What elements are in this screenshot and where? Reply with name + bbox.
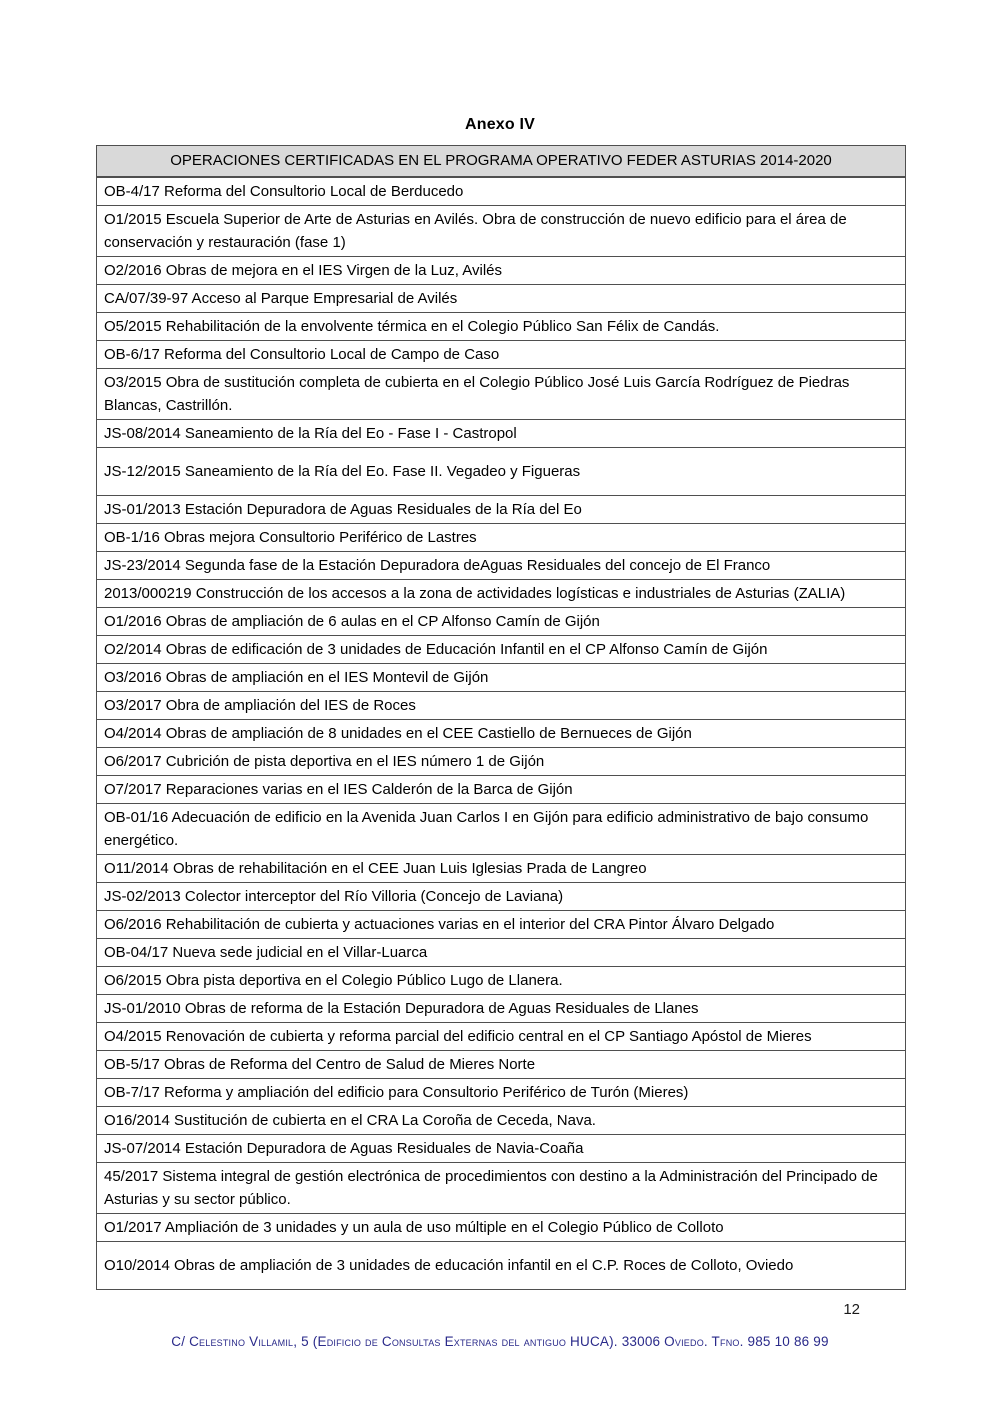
table-row: OB-7/17 Reforma y ampliación del edificio para Consultorio Periférico de Turón (Mieres) bbox=[97, 1079, 905, 1107]
footer-address: C/ Celestino Villamil, 5 (Edificio de Consultas Externas del antiguo HUCA). 33006 Oviedo. Tfno. 985 10 86 99 bbox=[171, 1334, 829, 1349]
table-row: O1/2016 Obras de ampliación de 6 aulas en el CP Alfonso Camín de Gijón bbox=[97, 608, 905, 636]
table-row: O6/2015 Obra pista deportiva en el Colegio Público Lugo de Llanera. bbox=[97, 967, 905, 995]
table-row: O2/2016 Obras de mejora en el IES Virgen de la Luz, Avilés bbox=[97, 257, 905, 285]
table-row: O16/2014 Sustitución de cubierta en el CRA La Coroña de Ceceda, Nava. bbox=[97, 1107, 905, 1135]
table-row: JS-08/2014 Saneamiento de la Ría del Eo - Fase I - Castropol bbox=[97, 420, 905, 448]
operations-table bbox=[96, 145, 906, 1290]
table-header: OPERACIONES CERTIFICADAS EN EL PROGRAMA OPERATIVO FEDER ASTURIAS 2014-2020 bbox=[97, 146, 905, 178]
table-row: O5/2015 Rehabilitación de la envolvente térmica en el Colegio Público San Félix de Candás. bbox=[97, 313, 905, 341]
table-row: OB-01/16 Adecuación de edificio en la Avenida Juan Carlos I en Gijón para edificio administrativo de bajo consumo energético. bbox=[97, 804, 905, 855]
page-number: 12 bbox=[843, 1301, 860, 1318]
table-row: O6/2017 Cubrición de pista deportiva en el IES número 1 de Gijón bbox=[97, 748, 905, 776]
table-row: OB-6/17 Reforma del Consultorio Local de Campo de Caso bbox=[97, 341, 905, 369]
table-row: O4/2014 Obras de ampliación de 8 unidades en el CEE Castiello de Bernueces de Gijón bbox=[97, 720, 905, 748]
table-row: 2013/000219 Construcción de los accesos a la zona de actividades logísticas e industriales de Asturias (ZALIA) bbox=[97, 580, 905, 608]
table-row: JS-07/2014 Estación Depuradora de Aguas Residuales de Navia-Coaña bbox=[97, 1135, 905, 1163]
table-row: O11/2014 Obras de rehabilitación en el CEE Juan Luis Iglesias Prada de Langreo bbox=[97, 855, 905, 883]
table-row: JS-01/2013 Estación Depuradora de Aguas Residuales de la Ría del Eo bbox=[97, 496, 905, 524]
table-row: OB-04/17 Nueva sede judicial en el Villar-Luarca bbox=[97, 939, 905, 967]
table-row: O2/2014 Obras de edificación de 3 unidades de Educación Infantil en el CP Alfonso Camín de Gijón bbox=[97, 636, 905, 664]
table-row: O6/2016 Rehabilitación de cubierta y actuaciones varias en el interior del CRA Pintor Álvaro Delgado bbox=[97, 911, 905, 939]
table-row: O7/2017 Reparaciones varias en el IES Calderón de la Barca de Gijón bbox=[97, 776, 905, 804]
table-row: JS-23/2014 Segunda fase de la Estación Depuradora deAguas Residuales del concejo de El Franco bbox=[97, 552, 905, 580]
table-row: CA/07/39-97 Acceso al Parque Empresarial de Avilés bbox=[97, 285, 905, 313]
table-row: O3/2017 Obra de ampliación del IES de Roces bbox=[97, 692, 905, 720]
table-row: JS-02/2013 Colector interceptor del Río Villoria (Concejo de Laviana) bbox=[97, 883, 905, 911]
table-row: O3/2015 Obra de sustitución completa de cubierta en el Colegio Público José Luis García Rodríguez de Piedras Blancas, Castrillón. bbox=[97, 369, 905, 420]
table-row: OB-5/17 Obras de Reforma del Centro de Salud de Mieres Norte bbox=[97, 1051, 905, 1079]
table-row: O3/2016 Obras de ampliación en el IES Montevil de Gijón bbox=[97, 664, 905, 692]
table-row: JS-12/2015 Saneamiento de la Ría del Eo. Fase II. Vegadeo y Figueras bbox=[97, 448, 905, 496]
table-row: 45/2017 Sistema integral de gestión electrónica de procedimientos con destino a la Administración del Principado de Asturias y su sector público. bbox=[97, 1163, 905, 1214]
table-row: JS-01/2010 Obras de reforma de la Estación Depuradora de Aguas Residuales de Llanes bbox=[97, 995, 905, 1023]
page-title: Anexo IV bbox=[464, 116, 536, 133]
operations-table-body bbox=[97, 178, 905, 1289]
table-row: O10/2014 Obras de ampliación de 3 unidades de educación infantil en el C.P. Roces de Colloto, Oviedo bbox=[97, 1242, 905, 1289]
table-row: O4/2015 Renovación de cubierta y reforma parcial del edificio central en el CP Santiago Apóstol de Mieres bbox=[97, 1023, 905, 1051]
table-row: O1/2017 Ampliación de 3 unidades y un aula de uso múltiple en el Colegio Público de Colloto bbox=[97, 1214, 905, 1242]
table-row: OB-1/16 Obras mejora Consultorio Periférico de Lastres bbox=[97, 524, 905, 552]
table-row: OB-4/17 Reforma del Consultorio Local de Berducedo bbox=[97, 178, 905, 206]
table-row: O1/2015 Escuela Superior de Arte de Asturias en Avilés. Obra de construcción de nuevo edificio para el área de conservación y restauración (fase 1) bbox=[97, 206, 905, 257]
